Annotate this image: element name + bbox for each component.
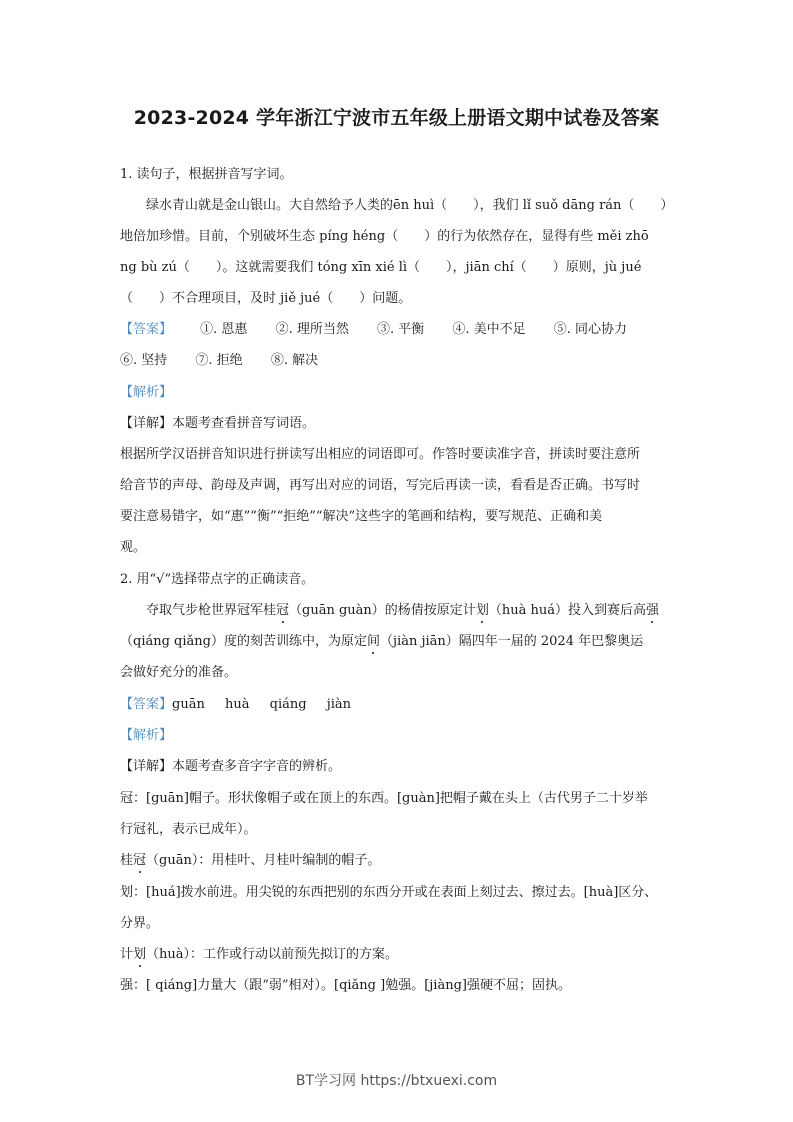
q1-passage-line: 绿水青山就是金山银山。大自然给予人类的ēn huì（ ），我们 lǐ suǒ dāng rán（ ） [146,198,674,213]
dotted-char: 冠 [276,603,290,618]
footer-watermark: BT学习网 https://btxuexi.com [295,1073,498,1089]
dotted-char: 间 [366,634,380,649]
question-2-prompt: 2. 用“√”选择带点字的正确读音。 [120,572,315,587]
answer-item: jiàn [326,697,352,712]
answer-item: ⑧. 解决 [270,353,319,368]
passage-text: 夺取气步枪世界冠军桂 [146,603,277,618]
answer-item: ⑦. 拒绝 [195,353,243,368]
q1-answers-line-1 [120,321,680,339]
q1-passage-line: （ ）不合理项目，及时 jiě jué（ ）问题。 [120,291,412,306]
explanation-line [120,946,680,964]
q1-passage-line: 地倍加珍惜。目前，个别破坏生态 píng héng（ ）的行为依然存在，显得有些 měi zhō [120,229,649,244]
answer-item: ④. 美中不足 [452,322,526,337]
q2-answers-line [120,696,680,714]
answer-item: huà [224,697,250,712]
answer-item: ⑥. 坚持 [120,353,168,368]
passage-text: （huà huá）投入到赛后高 [488,603,646,618]
explanation-line: 划：[huá]拨水前进。用尖锐的东西把别的东西分开或在表面上刻过去、擦过去。[huà]区分、 [120,885,658,900]
explanation-text: 桂 [120,853,134,868]
answer-tag: 【答案】 [120,697,173,712]
q2-passage-line [120,633,680,651]
explanation-line: 分界。 [120,916,160,931]
explanation-line: 行冠礼，表示已成年）。 [120,822,257,837]
answer-item: ③. 平衡 [376,322,425,337]
q2-passage-line [120,602,706,620]
explanation-text: （huà）：工作或行动以前预先拟订的方案。 [146,947,399,962]
answer-item: guān [172,697,205,712]
detail-heading: 【详解】本题考查看拼音写词语。 [120,416,316,431]
answer-item: ②. 理所当然 [275,322,349,337]
explanation-line [120,852,680,870]
document-title: 2023-2024 学年浙江宁波市五年级上册语文期中试卷及答案 [133,107,660,129]
detail-line: 观。 [120,540,147,555]
answer-item: ⑤. 同心协力 [553,322,628,337]
analysis-tag: 【解析】 [120,728,173,743]
detail-line: 给音节的声母、韵母及声调，再写出对应的词语，写完后再读一读，看看是否正确。书写时 [120,478,641,493]
explanation-line: 冠：[guān]帽子。形状像帽子或在顶上的东西。[guàn]把帽子戴在头上（古代男子二十岁举 [120,791,648,806]
detail-heading: 【详解】本题考查多音字字音的辨析。 [120,759,342,774]
q1-passage-line: ng bù zú（ ）。这就需要我们 tóng xīn xié lì（ ），jiān chí（ ）原则，jù jué [120,260,642,275]
dotted-char: 强 [645,603,659,618]
q2-passage-line: 会做好充分的准备。 [120,665,238,680]
analysis-tag: 【解析】 [120,385,173,400]
explanation-text: （guān）：用桂叶、月桂叶编制的帽子。 [146,853,381,868]
explanation-line: 强：[ qiáng]力量大（跟“弱”相对）。[qiǎng ]勉强。[jiàng]强硬不屈；固执。 [120,978,571,993]
q1-answers-line-2 [120,352,680,370]
question-1-prompt: 1. 读句子，根据拼音写字词。 [120,167,293,182]
detail-line: 要注意易错字，如“惠”“衡”“拒绝”“解决”这些字的笔画和结构，要写规范、正确和美 [120,509,603,524]
dotted-char: 划 [133,947,147,962]
dotted-char: 划 [475,603,489,618]
explanation-text: 计 [120,947,134,962]
passage-text: （jiàn jiān）隔四年一届的 2024 年巴黎奥运 [380,634,644,649]
passage-text: （guān guàn）的杨倩按原定计 [289,603,476,618]
passage-text: （qiáng qiǎng）度的刻苦训练中，为原定 [120,634,367,649]
detail-line: 根据所学汉语拼音知识进行拼读写出相应的词语即可。作答时要读准字音，拼读时要注意所 [120,447,641,462]
answer-item: ①. 恩惠 [200,322,248,337]
dotted-char: 冠 [133,853,147,868]
answer-tag: 【答案】 [120,322,173,337]
answer-item: qiáng [269,697,307,712]
